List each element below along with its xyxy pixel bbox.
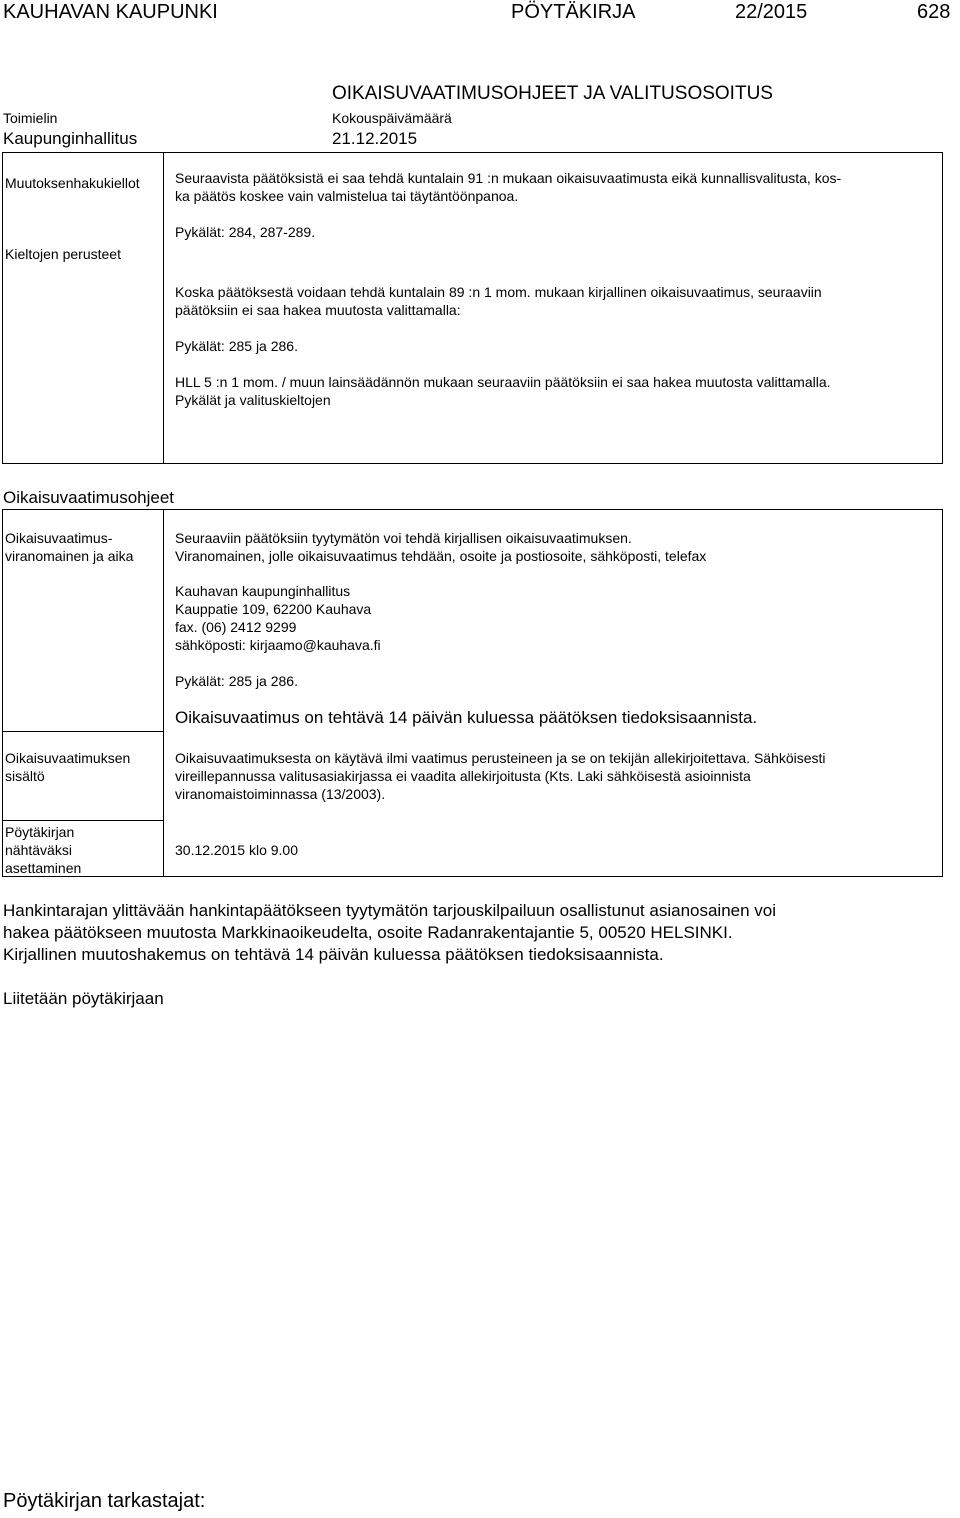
authority-label-2: viranomainen ja aika (5, 548, 134, 564)
procurement-line-2: hakea päätökseen muutosta Markkinaoikeudelta, osoite Radanrakentajantie 5, 00520 HELSINKI. (3, 923, 733, 942)
deadline-text: Oikaisuvaatimus on tehtävä 14 päivän kuluessa päätöksen tiedoksisaannista. (175, 708, 758, 727)
instructions-divider (163, 509, 164, 877)
attached-note: Liitetään pöytäkirjaan (3, 989, 164, 1008)
body-value: Kaupunginhallitus (3, 129, 138, 148)
authority-label-1: Oikaisuvaatimus- (5, 530, 113, 546)
org-name: KAUHAVAN KAUPUNKI (3, 1, 218, 23)
sections-2: Pykälät: 285 ja 286. (175, 338, 298, 354)
posting-label-2: nähtäväksi (5, 842, 72, 858)
date-value: 21.12.2015 (332, 129, 418, 148)
body-label: Toimielin (3, 110, 58, 126)
address-email: sähköposti: kirjaamo@kauhava.fi (175, 637, 381, 653)
address-fax: fax. (06) 2412 9299 (175, 619, 297, 635)
doc-type: PÖYTÄKIRJA (511, 1, 636, 23)
authority-text-2: Viranomainen, jolle oikaisuvaatimus tehdään, osoite ja postiosoite, sähköposti, telefax (175, 548, 707, 564)
section-title: Oikaisuvaatimusohjeet (3, 488, 175, 507)
restrictions-divider (163, 152, 164, 464)
label-separator-1 (2, 731, 164, 732)
procurement-line-1: Hankintarajan ylittävään hankintapäätökseen tyytymätön tarjouskilpailuun osallistunut asianosainen voi (3, 901, 777, 920)
sections-1: Pykälät: 284, 287-289. (175, 224, 316, 240)
procurement-line-3: Kirjallinen muutoshakemus on tehtävä 14 päivän kuluessa päätöksen tiedoksisaannista. (3, 945, 664, 964)
address-name: Kauhavan kaupunginhallitus (175, 583, 351, 599)
restriction-text-2: ka päätös koskee vain valmistelua tai täytäntöönpanoa. (175, 188, 519, 204)
restrictions-label: Muutoksenhakukiellot (5, 175, 140, 191)
address-street: Kauppatie 109, 62200 Kauhava (175, 601, 372, 617)
content-label-1: Oikaisuvaatimuksen (5, 750, 131, 766)
doc-number: 22/2015 (735, 1, 808, 23)
label-separator-2 (2, 820, 164, 821)
restriction-text-1: Seuraavista päätöksistä ei saa tehdä kuntalain 91 :n mukaan oikaisuvaatimusta eikä kunnallisvalitusta, kos- (175, 170, 842, 186)
page-number: 628 (917, 1, 951, 23)
content-label-2: sisältö (5, 768, 45, 784)
authority-text-1: Seuraaviin päätöksiin tyytymätön voi tehdä kirjallisen oikaisuvaatimuksen. (175, 530, 632, 546)
claim-text-1: Koska päätöksestä voidaan tehdä kuntalain 89 :n 1 mom. mukaan kirjallinen oikaisuvaatimus, seuraaviin (175, 284, 822, 300)
content-text-3: viranomaistoiminnassa (13/2003). (175, 786, 386, 802)
content-text-2: vireillepannussa valitusasiakirjassa ei vaadita allekirjoitusta (Kts. Laki sähköisestä asioinnista (175, 768, 751, 784)
reviewers-label: Pöytäkirjan tarkastajat: (3, 1490, 206, 1512)
posting-label-3: asettaminen (5, 860, 82, 876)
hll-text-2: Pykälät ja valituskieltojen (175, 392, 331, 408)
grounds-label: Kieltojen perusteet (5, 246, 121, 262)
posting-label-1: Pöytäkirjan (5, 824, 75, 840)
content-text-1: Oikaisuvaatimuksesta on käytävä ilmi vaatimus perusteineen ja se on tekijän allekirjoitettava. Sähköisesti (175, 750, 826, 766)
instructions-box (2, 509, 943, 877)
page-title: OIKAISUVAATIMUSOHJEET JA VALITUSOSOITUS (332, 83, 773, 104)
date-label: Kokouspäivämäärä (332, 110, 452, 126)
sections-3: Pykälät: 285 ja 286. (175, 673, 298, 689)
claim-text-2: päätöksiin ei saa hakea muutosta valittamalla: (175, 302, 461, 318)
hll-text-1: HLL 5 :n 1 mom. / muun lainsäädännön mukaan seuraaviin päätöksiin ei saa hakea muutosta valittamalla. (175, 374, 831, 390)
posting-date: 30.12.2015 klo 9.00 (175, 842, 298, 858)
